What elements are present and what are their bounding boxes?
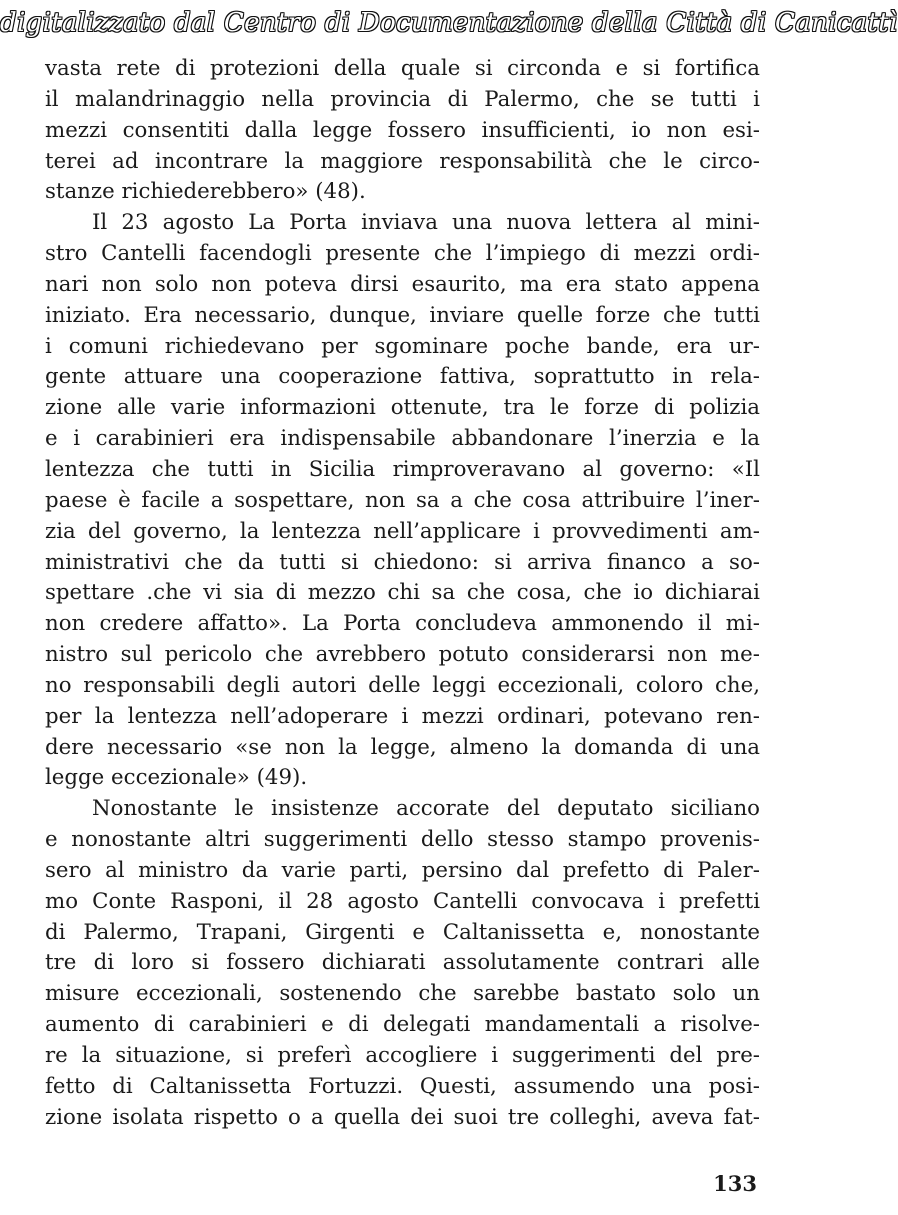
text-line: sero al ministro da varie parti, persino dal prefetto di Paler- [45, 857, 760, 883]
text-line: terei ad incontrare la maggiore responsabilità che le circo- [45, 148, 760, 174]
text-line: il malandrinaggio nella provincia di Palermo, che se tutti i [45, 86, 760, 112]
text-line: tre di loro si fossero dichiarati assolutamente contrari alle [45, 950, 760, 976]
text-line: vasta rete di protezioni della quale si circonda e si fortifica [45, 56, 760, 81]
text-line: zia del governo, la lentezza nell’applicare i provvedimenti am- [45, 518, 760, 544]
text-line: mo Conte Rasponi, il 28 agosto Cantelli convocava i prefetti [45, 888, 760, 914]
text-line: non credere affatto». La Porta concludeva ammonendo il mi- [45, 611, 760, 637]
text-line: no responsabili degli autori delle leggi eccezionali, coloro che, [45, 672, 760, 698]
text-line: nistro sul pericolo che avrebbero potuto considerarsi non me- [45, 642, 760, 668]
body-text [45, 54, 760, 1134]
text-line: re la situazione, si preferì accogliere i suggerimenti del pre- [45, 1043, 760, 1068]
text-line: i comuni richiedevano per sgominare poche bande, era ur- [45, 333, 760, 359]
text-line: lentezza che tutti in Sicilia rimproveravano al governo: «Il [45, 456, 760, 482]
text-line: e i carabinieri era indispensabile abbandonare l’inerzia e la [45, 426, 760, 452]
text-line: paese è facile a sospettare, non sa a che cosa attribuire l’iner- [45, 487, 760, 513]
text-line: nari non solo non poteva dirsi esaurito, ma era stato appena [45, 271, 760, 297]
text-line: stanze richiederebbero» (48). [45, 179, 366, 205]
text-line: gente attuare una cooperazione fattiva, soprattutto in rela- [45, 364, 760, 390]
text-line: dere necessario «se non la legge, almeno la domanda di una [45, 734, 760, 760]
page-number: 133 [713, 1171, 757, 1196]
text-line: per la lentezza nell’adoperare i mezzi ordinari, potevano ren- [45, 703, 760, 729]
text-line: misure eccezionali, sostenendo che sarebbe bastato solo un [45, 981, 760, 1007]
text-line: spettare .che vi sia di mezzo chi sa che cosa, che io dichiarai [45, 580, 760, 606]
text-line: Il 23 agosto La Porta inviava una nuova lettera al mini- [92, 210, 760, 236]
text-line: zione alle varie informazioni ottenute, tra le forze di polizia [45, 395, 760, 421]
text-line: ministrativi che da tutti si chiedono: si arriva financo a so- [45, 549, 760, 575]
text-line: stro Cantelli facendogli presente che l’impiego di mezzi ordi- [45, 241, 760, 267]
text-line: legge eccezionale» (49). [45, 765, 308, 791]
digitization-watermark: digitalizzato dal Centro di Documentazione della Città di Canicattì [0, 8, 898, 38]
text-line: e nonostante altri suggerimenti dello stesso stampo provenis- [45, 827, 760, 853]
text-line: iniziato. Era necessario, dunque, inviare quelle forze che tutti [45, 302, 760, 328]
text-line: aumento di carabinieri e di delegati mandamentali a risolve- [45, 1012, 760, 1038]
text-line: mezzi consentiti dalla legge fossero insufficienti, io non esi- [45, 117, 760, 143]
text-line: zione isolata rispetto o a quella dei suoi tre colleghi, aveva fat- [45, 1104, 760, 1130]
text-line: Nonostante le insistenze accorate del deputato siciliano [92, 796, 760, 822]
text-line: fetto di Caltanissetta Fortuzzi. Questi, assumendo una posi- [45, 1073, 760, 1099]
text-line: di Palermo, Trapani, Girgenti e Caltanissetta e, nonostante [45, 919, 760, 945]
